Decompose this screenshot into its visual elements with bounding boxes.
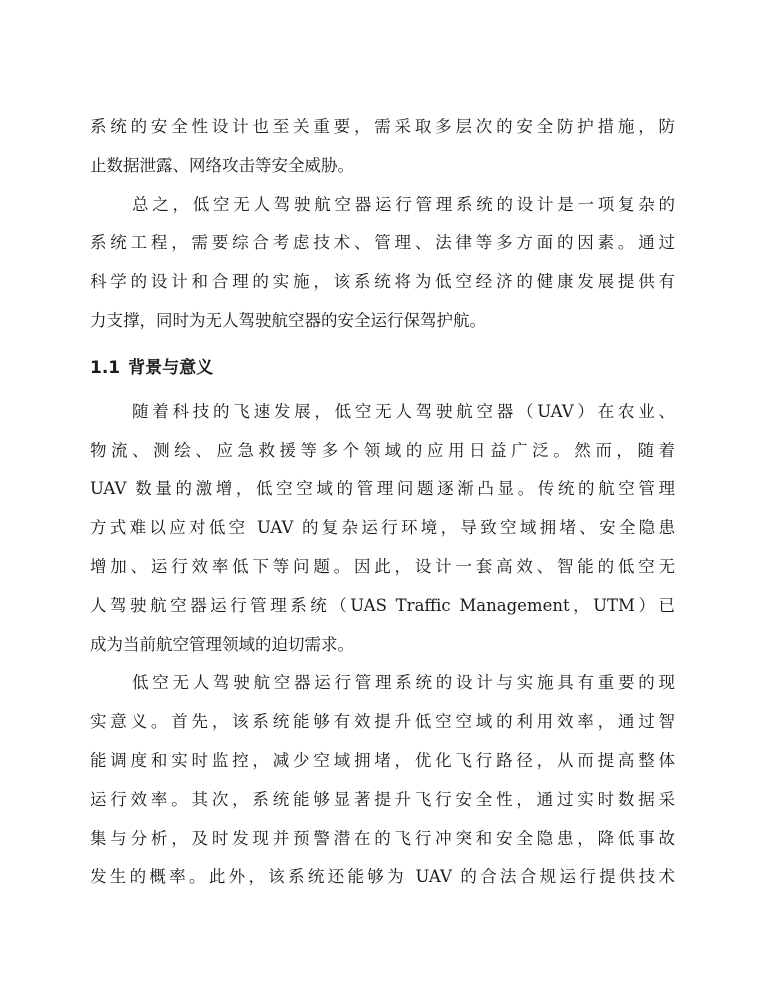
text-line: 能调度和实时监控，减少空域拥堵，优化飞行路径，从而提高整体	[90, 750, 675, 770]
paragraph-summary	[90, 186, 675, 341]
text-line: 系统的安全性设计也至关重要，需采取多层次的安全防护措施，防	[90, 117, 675, 136]
text-line: 人驾驶航空器运行管理系统（UAS Traffic Management，UTM）已	[90, 595, 675, 615]
text-line: 总之，低空无人驾驶航空器运行管理系统的设计是一项复杂的	[132, 194, 675, 214]
text-line: UAV 数量的激增，低空空域的管理问题逐渐凸显。传统的航空管理	[90, 479, 675, 499]
text-line: 止数据泄露、网络攻击等安全威胁。	[90, 155, 354, 175]
section-heading	[90, 343, 675, 393]
text-line: 科学的设计和合理的实施，该系统将为低空经济的健康发展提供有	[90, 272, 675, 292]
paragraph-background	[90, 393, 675, 665]
document-page	[90, 108, 675, 897]
text-line: 方式难以应对低空 UAV 的复杂运行环境，导致空域拥堵、安全隐患	[90, 518, 675, 538]
text-line: 集与分析，及时发现并预警潜在的飞行冲突和安全隐患，降低事故	[90, 828, 675, 848]
section-title: 背景与意义	[128, 357, 214, 378]
section-number: 1.1	[90, 357, 121, 378]
text-line: 低空无人驾驶航空器运行管理系统的设计与实施具有重要的现	[132, 673, 675, 693]
text-line: 运行效率。其次，系统能够显著提升飞行安全性，通过实时数据采	[90, 789, 675, 809]
text-line: 实意义。首先，该系统能够有效提升低空空域的利用效率，通过智	[90, 712, 675, 732]
paragraph-security-continuation	[90, 108, 675, 186]
text-line: 力支撑，同时为无人驾驶航空器的安全运行保驾护航。	[90, 310, 486, 330]
text-line: 成为当前航空管理领域的迫切需求。	[90, 634, 354, 654]
text-line: 随着科技的飞速发展，低空无人驾驶航空器（UAV）在农业、	[132, 401, 675, 421]
paragraph-significance	[90, 664, 675, 897]
text-line: 增加、运行效率低下等问题。因此，设计一套高效、智能的低空无	[90, 556, 675, 576]
text-line: 物流、测绘、应急救援等多个领域的应用日益广泛。然而，随着	[90, 440, 675, 460]
text-line: 系统工程，需要综合考虑技术、管理、法律等多方面的因素。通过	[90, 233, 675, 253]
text-line: 发生的概率。此外，该系统还能够为 UAV 的合法合规运行提供技术	[90, 867, 675, 887]
